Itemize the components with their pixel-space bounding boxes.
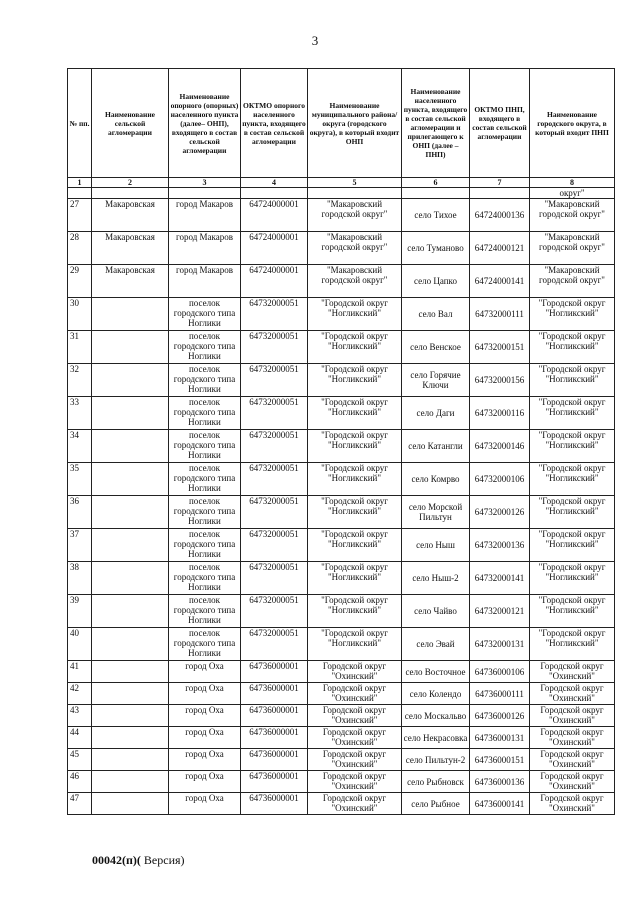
table-cell: поселок городского типа Ноглики [169,562,241,595]
table-cell [92,595,169,628]
table-cell: поселок городского типа Ноглики [169,463,241,496]
table-cell: 64732000051 [241,298,308,331]
table-cell: 64724000121 [470,232,530,265]
table-cell: "Макаровский городской округ" [530,199,615,232]
table-row [68,562,615,595]
table-cell: "Городской округ "Ногликский" [530,298,615,331]
table-cell: 41 [68,661,92,683]
table-row [68,496,615,529]
table-cell: село Катангли [402,430,470,463]
table-cell: 64736000106 [470,661,530,683]
table-cell: 64736000131 [470,727,530,749]
column-header: Наименование городского округа, в который входит ПНП [530,69,615,178]
continuation-row [68,188,615,199]
table-row [68,595,615,628]
header-row [68,69,615,178]
table-cell: село Чайво [402,595,470,628]
table-row [68,463,615,496]
table-cell: город Оха [169,727,241,749]
table-cell: поселок городского типа Ноглики [169,529,241,562]
table-cell: "Городской округ "Ногликский" [530,496,615,529]
table-cell: 45 [68,749,92,771]
table-cell: село Ныш-2 [402,562,470,595]
table-cell: 36 [68,496,92,529]
table-cell: 42 [68,683,92,705]
table-cell: поселок городского типа Ноглики [169,628,241,661]
table-cell: 64724000001 [241,232,308,265]
table-cell: 64732000151 [470,331,530,364]
table-cell: "Макаровский городской округ" [308,265,402,298]
table-row [68,430,615,463]
table-cell: поселок городского типа Ноглики [169,595,241,628]
table-cell: 64732000106 [470,463,530,496]
table-cell [92,397,169,430]
table-cell: 64732000051 [241,463,308,496]
table-cell [92,793,169,815]
table-cell: 64732000146 [470,430,530,463]
table-cell: село Цапко [402,265,470,298]
table-cell: поселок городского типа Ноглики [169,331,241,364]
table-cell: "Городской округ "Ногликский" [308,331,402,364]
table-cell: село Горячие Ключи [402,364,470,397]
table-cell [92,661,169,683]
table-cell: "Городской округ "Ногликский" [308,397,402,430]
column-number: 7 [470,178,530,188]
document-code: 00042(п)( [92,853,141,867]
table-cell: 64732000131 [470,628,530,661]
table-cell [92,529,169,562]
table-cell: 27 [68,199,92,232]
table-cell: Макаровская [92,232,169,265]
table-cell [92,683,169,705]
table-cell: 35 [68,463,92,496]
table-row [68,727,615,749]
table-cell: село Колендо [402,683,470,705]
table-cell: Городской округ "Охинский" [308,727,402,749]
table-cell: 64732000141 [470,562,530,595]
table-cell: 64732000051 [241,331,308,364]
table-cell: 64732000051 [241,628,308,661]
column-header: Наименование сельской агломерации [92,69,169,178]
table-cell: "Городской округ "Ногликский" [308,463,402,496]
table-row [68,628,615,661]
table-cell: село Туманово [402,232,470,265]
table-cell: Городской округ "Охинский" [530,705,615,727]
table-cell [92,496,169,529]
table-cell [92,430,169,463]
column-number: 6 [402,178,470,188]
table-cell: 64736000151 [470,749,530,771]
table-cell: село Даги [402,397,470,430]
table-cell: город Оха [169,683,241,705]
table-row [68,683,615,705]
table-cell: Городской округ "Охинский" [308,705,402,727]
table-cell: 64732000051 [241,562,308,595]
table-cell: Городской округ "Охинский" [530,661,615,683]
table-cell: Городской округ "Охинский" [308,683,402,705]
table-cell: город Макаров [169,199,241,232]
table-cell: "Макаровский городской округ" [530,232,615,265]
table-cell: 64732000156 [470,364,530,397]
table-cell: Городской округ "Охинский" [530,749,615,771]
table-cell: Городской округ "Охинский" [308,749,402,771]
table-cell [92,771,169,793]
table-cell [308,188,402,199]
table-cell: поселок городского типа Ноглики [169,298,241,331]
table-cell: Городской округ "Охинский" [308,771,402,793]
table-cell: 38 [68,562,92,595]
table-cell: 64736000111 [470,683,530,705]
table-row [68,793,615,815]
table-cell: 40 [68,628,92,661]
table-cell: "Макаровский городской округ" [308,232,402,265]
table-cell: 43 [68,705,92,727]
column-number: 3 [169,178,241,188]
column-header: Наименование опорного (опорных) населенного пункта (далее– ОНП), входящего в состав сельской агломерации [169,69,241,178]
table-cell: "Городской округ "Ногликский" [308,595,402,628]
table-cell: 64736000141 [470,793,530,815]
document-footer [92,853,185,868]
table-cell: Городской округ "Охинский" [308,661,402,683]
table-cell: 28 [68,232,92,265]
table-cell: поселок городского типа Ноглики [169,496,241,529]
table-cell [92,628,169,661]
column-number: 4 [241,178,308,188]
column-number: 5 [308,178,402,188]
table-cell: "Городской округ "Ногликский" [308,298,402,331]
table-cell: "Городской округ "Ногликский" [530,430,615,463]
table-cell: "Городской округ "Ногликский" [530,463,615,496]
column-header: ОКТМО опорного населенного пункта, входящего в состав сельской агломерации [241,69,308,178]
table-row [68,199,615,232]
table-cell: село Некрасовка [402,727,470,749]
table-cell: "Городской округ "Ногликский" [530,628,615,661]
table-cell [92,463,169,496]
table-row [68,364,615,397]
table-cell: город Оха [169,793,241,815]
table-cell: 64732000136 [470,529,530,562]
table-cell [92,298,169,331]
table-cell: 64732000121 [470,595,530,628]
table-cell: Городской округ "Охинский" [530,771,615,793]
table-cell: "Городской округ "Ногликский" [308,496,402,529]
table-cell: "Городской округ "Ногликский" [308,562,402,595]
table-cell: село Морской Пильтун [402,496,470,529]
table-cell: 31 [68,331,92,364]
table-cell: "Городской округ "Ногликский" [530,562,615,595]
table-cell: 64736000126 [470,705,530,727]
column-header: № пп. [68,69,92,178]
table-cell: 46 [68,771,92,793]
table-cell: город Макаров [169,232,241,265]
table-cell: 64732000051 [241,364,308,397]
column-number: 1 [68,178,92,188]
table-row [68,232,615,265]
table-cell: 64732000051 [241,496,308,529]
table-cell [68,188,92,199]
table-cell: "Городской округ "Ногликский" [530,397,615,430]
table-cell: село Тихое [402,199,470,232]
table-cell: 64732000111 [470,298,530,331]
table-cell: 34 [68,430,92,463]
table-cell: город Оха [169,771,241,793]
table-cell: 64736000001 [241,727,308,749]
table-cell [92,331,169,364]
column-header: Наименование населенного пункта, входящего в состав сельской агломерации и прилегающего к ОНП (далее – ПНП) [402,69,470,178]
table-cell [241,188,308,199]
table-cell: "Городской округ "Ногликский" [308,529,402,562]
table-row [68,265,615,298]
table-row [68,397,615,430]
column-header: Наименование муниципального района/округа (городского округа), в который входит ОНП [308,69,402,178]
table-cell: "Городской округ "Ногликский" [530,529,615,562]
table-cell: 64724000001 [241,265,308,298]
table-cell: "Городской округ "Ногликский" [530,331,615,364]
table-cell: "Городской округ "Ногликский" [308,628,402,661]
table-cell: 37 [68,529,92,562]
table-row [68,749,615,771]
table-cell: поселок городского типа Ноглики [169,430,241,463]
table-cell: город Оха [169,705,241,727]
table-cell: 33 [68,397,92,430]
table-row [68,705,615,727]
table-cell: Городской округ "Охинский" [530,793,615,815]
table-cell: 64736000001 [241,683,308,705]
table-row [68,298,615,331]
table-cell: округ" [530,188,615,199]
table-cell: 64736000001 [241,661,308,683]
page-number: 3 [311,33,319,48]
column-number-row [68,178,615,188]
table-cell: "Городской округ "Ногликский" [308,364,402,397]
table-cell: 64736000001 [241,793,308,815]
table-cell: 32 [68,364,92,397]
table-cell: "Городской округ "Ногликский" [308,430,402,463]
column-number: 8 [530,178,615,188]
table-cell: "Городской округ "Ногликский" [530,595,615,628]
table-cell: село Рыбновск [402,771,470,793]
table-cell [92,364,169,397]
table-cell: Макаровская [92,265,169,298]
table-cell: Городской округ "Охинский" [530,683,615,705]
table-cell [92,705,169,727]
table-cell: село Венское [402,331,470,364]
table-cell: 64736000001 [241,771,308,793]
table-cell: 64736000001 [241,705,308,727]
table-cell: Макаровская [92,199,169,232]
table-cell: село Пильтун-2 [402,749,470,771]
table-cell: Городской округ "Охинский" [308,793,402,815]
table-row [68,661,615,683]
table-cell: 64732000126 [470,496,530,529]
table-cell: 64724000136 [470,199,530,232]
table-row [68,771,615,793]
table-cell: 64736000001 [241,749,308,771]
table-cell [169,188,241,199]
table-cell: село Москальво [402,705,470,727]
table-cell: 29 [68,265,92,298]
table-cell: 64732000051 [241,397,308,430]
table-cell: "Макаровский городской округ" [308,199,402,232]
column-header: ОКТМО ПНП, входящего в состав сельской агломерации [470,69,530,178]
table-cell: город Оха [169,661,241,683]
table-cell: 47 [68,793,92,815]
table-cell: село Ныш [402,529,470,562]
table-cell: 64736000136 [470,771,530,793]
table-cell [92,562,169,595]
table-cell [402,188,470,199]
table-cell: село Комрво [402,463,470,496]
table-cell: 64724000001 [241,199,308,232]
table-row [68,331,615,364]
table-cell: село Вал [402,298,470,331]
column-number: 2 [92,178,169,188]
table-cell: Городской округ "Охинский" [530,727,615,749]
table-cell: 39 [68,595,92,628]
table-cell: 64724000141 [470,265,530,298]
table-cell: 64732000051 [241,595,308,628]
table-cell: город Оха [169,749,241,771]
table-cell: село Эвай [402,628,470,661]
table-cell: село Восточное [402,661,470,683]
document-version-label: Версия) [140,853,185,867]
table-cell: 44 [68,727,92,749]
table-row [68,529,615,562]
table-cell [470,188,530,199]
table-cell: поселок городского типа Ноглики [169,364,241,397]
table-cell [92,727,169,749]
table-cell: 30 [68,298,92,331]
table-body [68,188,615,815]
table-cell: 64732000051 [241,430,308,463]
table-cell [92,188,169,199]
table-cell: 64732000051 [241,529,308,562]
agglomeration-table [67,68,615,815]
table-cell: "Макаровский городской округ" [530,265,615,298]
table-cell [92,749,169,771]
table-cell: село Рыбное [402,793,470,815]
table-cell: "Городской округ "Ногликский" [530,364,615,397]
table-cell: 64732000116 [470,397,530,430]
table-cell: поселок городского типа Ноглики [169,397,241,430]
table-cell: город Макаров [169,265,241,298]
